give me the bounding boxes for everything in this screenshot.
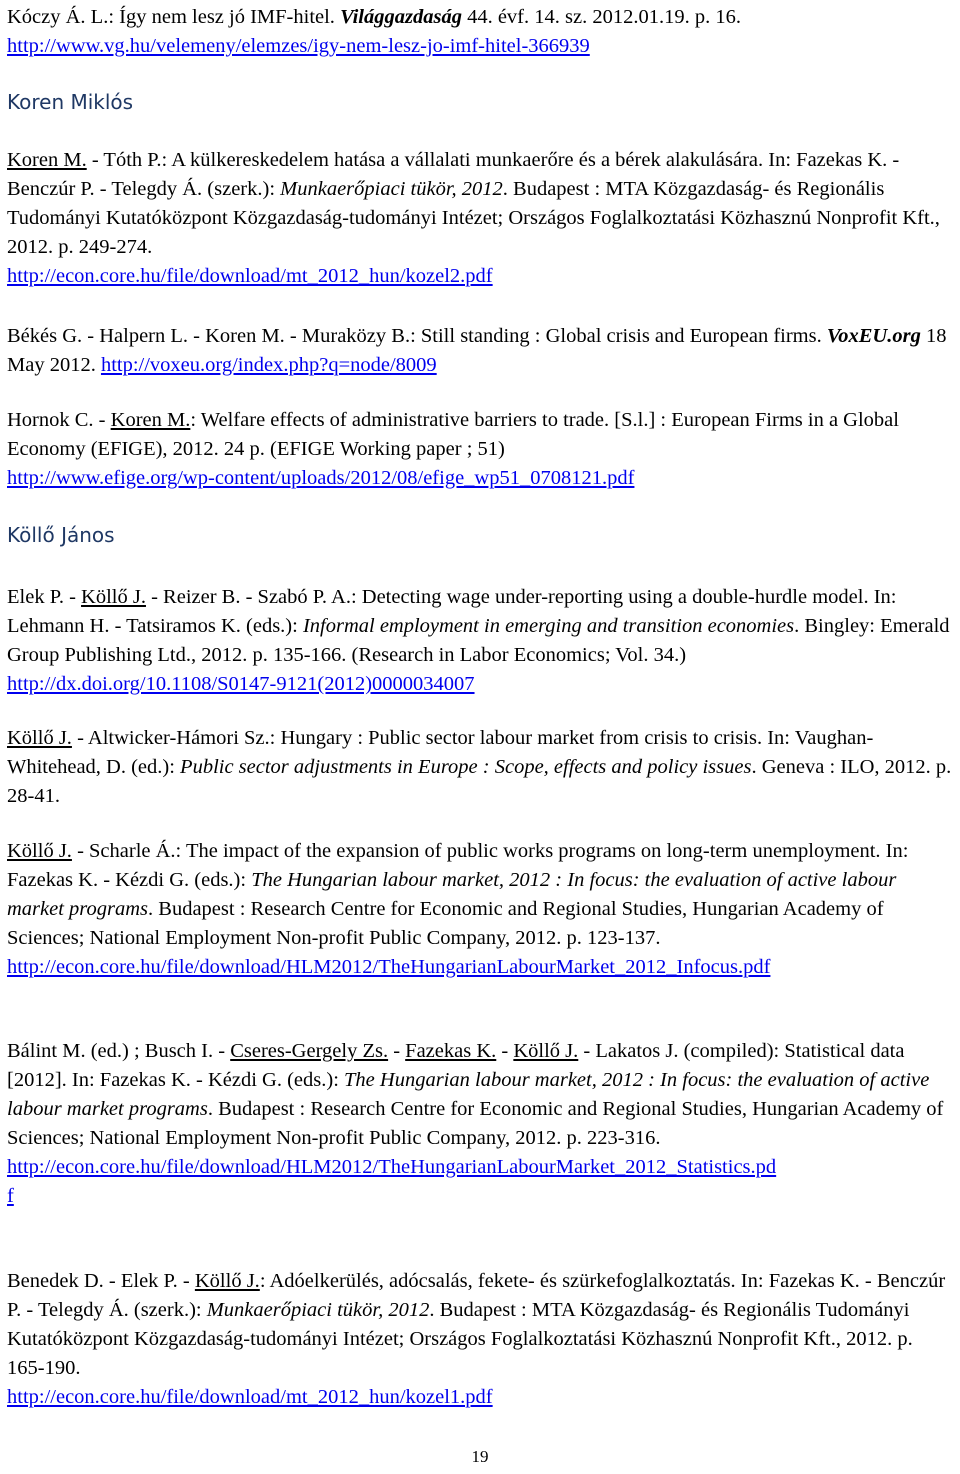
reference-link[interactable]: http://dx.doi.org/10.1108/S0147-9121(2012)0000034007: [7, 673, 475, 695]
reference-link[interactable]: http://econ.core.hu/file/download/HLM2012/TheHungarianLabourMarket_2012_Statistics.pd: [7, 1156, 777, 1178]
page-number: 19: [471, 1447, 489, 1466]
reference-link[interactable]: http://www.efige.org/wp-content/uploads/2012/08/efige_wp51_0708121.pdf: [7, 467, 635, 489]
reference-link[interactable]: http://econ.core.hu/file/download/HLM2012/TheHungarianLabourMarket_2012_Infocus.pdf: [7, 956, 771, 978]
reference-entry: Elek P. - Köllő J. - Reizer B. - Szabó P. A.: Detecting wage under-reporting using a double-hurdle model. In: Lehmann H. - Tatsiramos K. (eds.): Informal employment in emerging and transition economies. Bingley: Emerald Group Publishing Ltd., 2012. p. 135-166. (Research in Labor Economics; Vol. 34.) http://dx.doi.org/10.1108/S0147-9121(2012)0000034007: [7, 586, 950, 695]
section-heading: Koren Miklós: [7, 90, 134, 114]
reference-link[interactable]: http://econ.core.hu/file/download/mt_2012_hun/kozel2.pdf: [7, 265, 493, 287]
reference-entry: Békés G. - Halpern L. - Koren M. - Muraközy B.: Still standing : Global crisis and European firms. VoxEU.org 18 May 2012. http://voxeu.org/index.php?q=node/8009: [7, 325, 947, 376]
reference-link[interactable]: http://www.vg.hu/velemeny/elemzes/igy-nem-lesz-jo-imf-hitel-366939: [7, 35, 590, 57]
reference-entry: Koren M. - Tóth P.: A külkereskedelem hatása a vállalati munkaerőre és a bérek alakulására. In: Fazekas K. - Benczúr P. - Telegdy Á. (szerk.): Munkaerőpiaci tükör, 2012. Budapest : MTA Közgazdaság- és Regionális Tudományi Kutatóközpont Közgazdaság-tudományi Intézet; Országos Foglalkoztatási Közhasznú Nonprofit Kft., 2012. p. 249-274. http://econ.core.hu/file/download/mt_2012_hun/kozel2.pdf: [7, 149, 940, 287]
reference-link[interactable]: http://econ.core.hu/file/download/mt_2012_hun/kozel1.pdf: [7, 1386, 493, 1408]
reference-entry: Köllő J. - Altwicker-Hámori Sz.: Hungary : Public sector labour market from crisis to crisis. In: Vaughan-Whitehead, D. (ed.): Public sector adjustments in Europe : Scope, effects and policy issues. Geneva : ILO, 2012. p. 28-41.: [7, 727, 952, 807]
reference-link-continued[interactable]: f: [7, 1185, 14, 1207]
reference-entry: Hornok C. - Koren M.: Welfare effects of administrative barriers to trade. [S.l.] : European Firms in a Global Economy (EFIGE), 2012. 24 p. (EFIGE Working paper ; 51) http://www.efige.org/wp-content/uploads/2012/08/efige_wp51_0708121.pdf: [7, 409, 899, 489]
reference-entry: Bálint M. (ed.) ; Busch I. - Cseres-Gergely Zs. - Fazekas K. - Köllő J. - Lakatos J. (compiled): Statistical data [2012]. In: Fazekas K. - Kézdi G. (eds.): The Hungarian labour market, 2012 : In focus: the evaluation of active labour market programs. Budapest : Research Centre for Economic and Regional Studies, Hungarian Academy of Sciences; National Employment Non-profit Public Company, 2012. p. 223-316. http://econ.core.hu/file/download/HLM2012/TheHungarianLabourMarket_2012_Statistics.pd f: [7, 1040, 944, 1207]
reference-entry: Benedek D. - Elek P. - Köllő J.: Adóelkerülés, adócsalás, fekete- és szürkefoglalkoztatás. In: Fazekas K. - Benczúr P. - Telegdy Á. (szerk.): Munkaerőpiaci tükör, 2012. Budapest : MTA Közgazdaság- és Regionális Tudományi Kutatóközpont Közgazdaság-tudományi Intézet; Országos Foglalkoztatási Közhasznú Nonprofit Kft., 2012. p. 165-190. http://econ.core.hu/file/download/mt_2012_hun/kozel1.pdf: [7, 1270, 946, 1408]
reference-entry: Köllő J. - Scharle Á.: The impact of the expansion of public works programs on long-term unemployment. In: Fazekas K. - Kézdi G. (eds.): The Hungarian labour market, 2012 : In focus: the evaluation of active labour market programs. Budapest : Research Centre for Economic and Regional Studies, Hungarian Academy of Sciences; National Employment Non-profit Public Company, 2012. p. 123-137. http://econ.core.hu/file/download/HLM2012/TheHungarianLabourMarket_2012_Infocus.pdf: [7, 840, 909, 978]
reference-link[interactable]: http://voxeu.org/index.php?q=node/8009: [100, 354, 437, 376]
section-heading: Köllő János: [7, 523, 115, 547]
reference-entry: Kóczy Á. L.: Így nem lesz jó IMF-hitel. Világgazdaság 44. évf. 14. sz. 2012.01.19. p. 16. http://www.vg.hu/velemeny/elemzes/igy-nem-lesz-jo-imf-hitel-366939: [7, 6, 741, 57]
